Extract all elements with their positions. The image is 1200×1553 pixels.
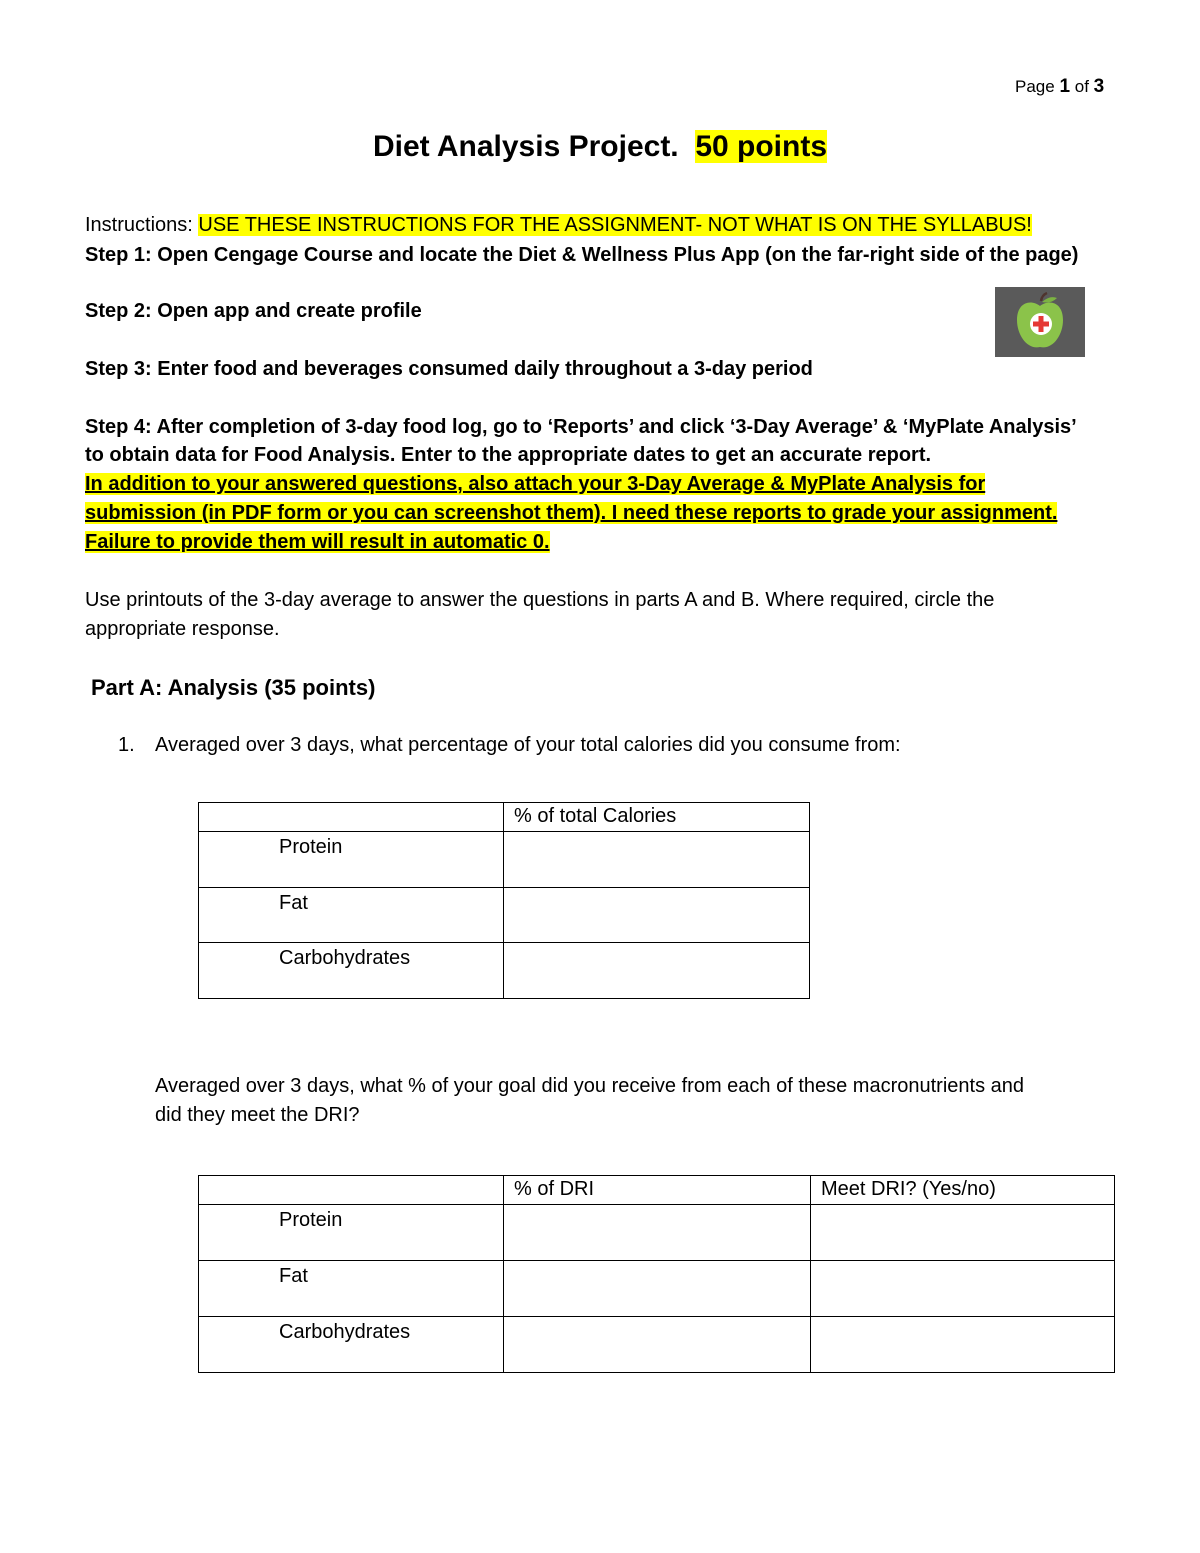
row-label-fat: Fat <box>199 888 504 943</box>
answer-cell[interactable] <box>504 832 810 888</box>
table-row <box>199 888 810 943</box>
table-header-cell: % of total Calories <box>504 803 810 832</box>
question-1-number: 1. <box>118 734 135 756</box>
question-2-line-2: did they meet the DRI? <box>155 1104 360 1126</box>
instructions-line <box>85 214 1032 237</box>
table-row <box>199 1205 1115 1261</box>
step-3: Step 3: Enter food and beverages consumed daily throughout a 3-day period <box>85 358 813 380</box>
instructions-label: Instructions: <box>85 214 193 236</box>
page-number <box>1015 76 1104 98</box>
dri-table <box>198 1175 1115 1373</box>
part-a-heading: Part A: Analysis (35 points) <box>91 675 376 700</box>
row-label-fat: Fat <box>199 1261 504 1317</box>
question-1-text: Averaged over 3 days, what percentage of your total calories did you consume from: <box>155 734 901 756</box>
title-points: 50 points <box>695 130 828 163</box>
table-row <box>199 943 810 999</box>
answer-cell[interactable] <box>504 1205 811 1261</box>
notice-line-3: Failure to provide them will result in automatic 0. <box>85 531 550 553</box>
page-total: 3 <box>1093 76 1105 97</box>
row-label-protein: Protein <box>199 832 504 888</box>
answer-cell[interactable] <box>811 1205 1115 1261</box>
notice-line-2: submission (in PDF form or you can screenshot them). I need these reports to grade your assignment. <box>85 502 1058 524</box>
answer-cell[interactable] <box>504 888 810 943</box>
page-current: 1 <box>1059 76 1071 97</box>
notice-line-1: In addition to your answered questions, also attach your 3-Day Average & MyPlate Analysis for <box>85 473 986 495</box>
calories-table <box>198 802 810 999</box>
question-2-line-1: Averaged over 3 days, what % of your goal did you receive from each of these macronutrients and <box>155 1075 1025 1097</box>
table-row <box>199 1317 1115 1373</box>
page-prefix: Page <box>1015 77 1055 96</box>
step-4-line-1: Step 4: After completion of 3-day food log, go to ‘Reports’ and click ‘3-Day Average’ & ‘MyPlate Analysis’ <box>85 416 1077 438</box>
table-header-cell: Meet DRI? (Yes/no) <box>811 1176 1115 1205</box>
answer-cell[interactable] <box>811 1261 1115 1317</box>
step-2: Step 2: Open app and create profile <box>85 300 422 322</box>
answer-cell[interactable] <box>811 1317 1115 1373</box>
table-row <box>199 832 810 888</box>
intro-line-1: Use printouts of the 3-day average to answer the questions in parts A and B. Where required, circle the <box>85 589 995 611</box>
table-header-row <box>199 1176 1115 1205</box>
table-header-cell <box>199 1176 504 1205</box>
step-1: Step 1: Open Cengage Course and locate the Diet & Wellness Plus App (on the far-right side of the page) <box>85 244 1079 266</box>
step-4-line-2: to obtain data for Food Analysis. Enter to the appropriate dates to get an accurate report. <box>85 444 932 466</box>
row-label-protein: Protein <box>199 1205 504 1261</box>
table-header-cell: % of DRI <box>504 1176 811 1205</box>
row-label-carbohydrates: Carbohydrates <box>199 943 504 999</box>
instructions-highlight: USE THESE INSTRUCTIONS FOR THE ASSIGNMENT- NOT WHAT IS ON THE SYLLABUS! <box>198 214 1032 236</box>
answer-cell[interactable] <box>504 1317 811 1373</box>
page-of: of <box>1074 77 1089 96</box>
intro-line-2: appropriate response. <box>85 618 280 640</box>
table-header-cell <box>199 803 504 832</box>
title-text: Diet Analysis Project. <box>372 130 679 163</box>
table-row <box>199 1261 1115 1317</box>
answer-cell[interactable] <box>504 1261 811 1317</box>
answer-cell[interactable] <box>504 943 810 999</box>
apple-plus-icon <box>995 287 1085 357</box>
row-label-carbohydrates: Carbohydrates <box>199 1317 504 1373</box>
document-title <box>0 130 1200 164</box>
table-header-row <box>199 803 810 832</box>
